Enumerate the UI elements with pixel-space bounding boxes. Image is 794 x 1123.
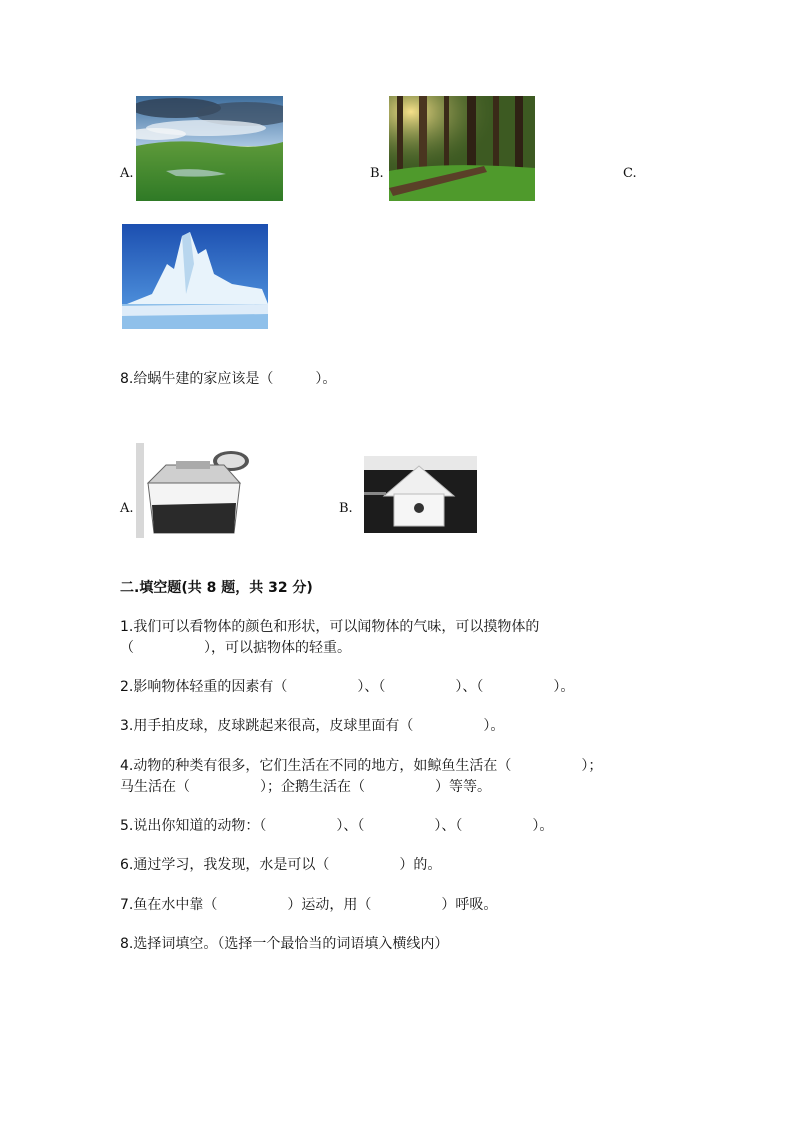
q8-option-a-label[interactable]: A. xyxy=(120,501,134,516)
option-c-label[interactable]: C. xyxy=(623,166,637,181)
forest-image xyxy=(389,96,535,201)
fill-question-5: 5.说出你知道的动物：（ ）、（ ）、（ ）。 xyxy=(120,818,554,834)
option-a-label[interactable]: A. xyxy=(120,166,134,181)
section-2-title: 二.填空题(共 8 题，共 32 分) xyxy=(120,580,313,596)
fill-question-6: 6.通过学习，我发现，水是可以（ ）的。 xyxy=(120,857,442,873)
fill-question-3: 3.用手拍皮球，皮球跳起来很高，皮球里面有（ ）。 xyxy=(120,718,505,734)
fill-question-1-line-1: 1.我们可以看物体的颜色和形状，可以闻物体的气味，可以摸物体的 xyxy=(120,619,540,635)
question-8-stem: 8.给蜗牛建的家应该是（ ）。 xyxy=(120,371,337,387)
terrarium-box-image xyxy=(136,443,251,538)
fill-question-8: 8.选择词填空。（选择一个最恰当的词语填入横线内） xyxy=(120,936,449,952)
fill-question-4-line-2: 马生活在（ ）；企鹅生活在（ ）等等。 xyxy=(120,779,491,795)
grassland-image xyxy=(136,96,283,201)
fill-question-2: 2.影响物体轻重的因素有（ ）、（ ）、（ ）。 xyxy=(120,679,575,695)
fill-question-7: 7.鱼在水中靠（ ）运动，用（ ）呼吸。 xyxy=(120,897,498,913)
fill-question-4-line-1: 4.动物的种类有很多，它们生活在不同的地方，如鲸鱼生活在（ ）； xyxy=(120,758,603,774)
option-b-label[interactable]: B. xyxy=(370,166,384,181)
iceberg-image xyxy=(122,224,268,329)
q8-option-b-label[interactable]: B. xyxy=(339,501,353,516)
fill-question-1-line-2: （ ），可以掂物体的轻重。 xyxy=(120,640,351,656)
birdhouse-image xyxy=(364,456,477,533)
